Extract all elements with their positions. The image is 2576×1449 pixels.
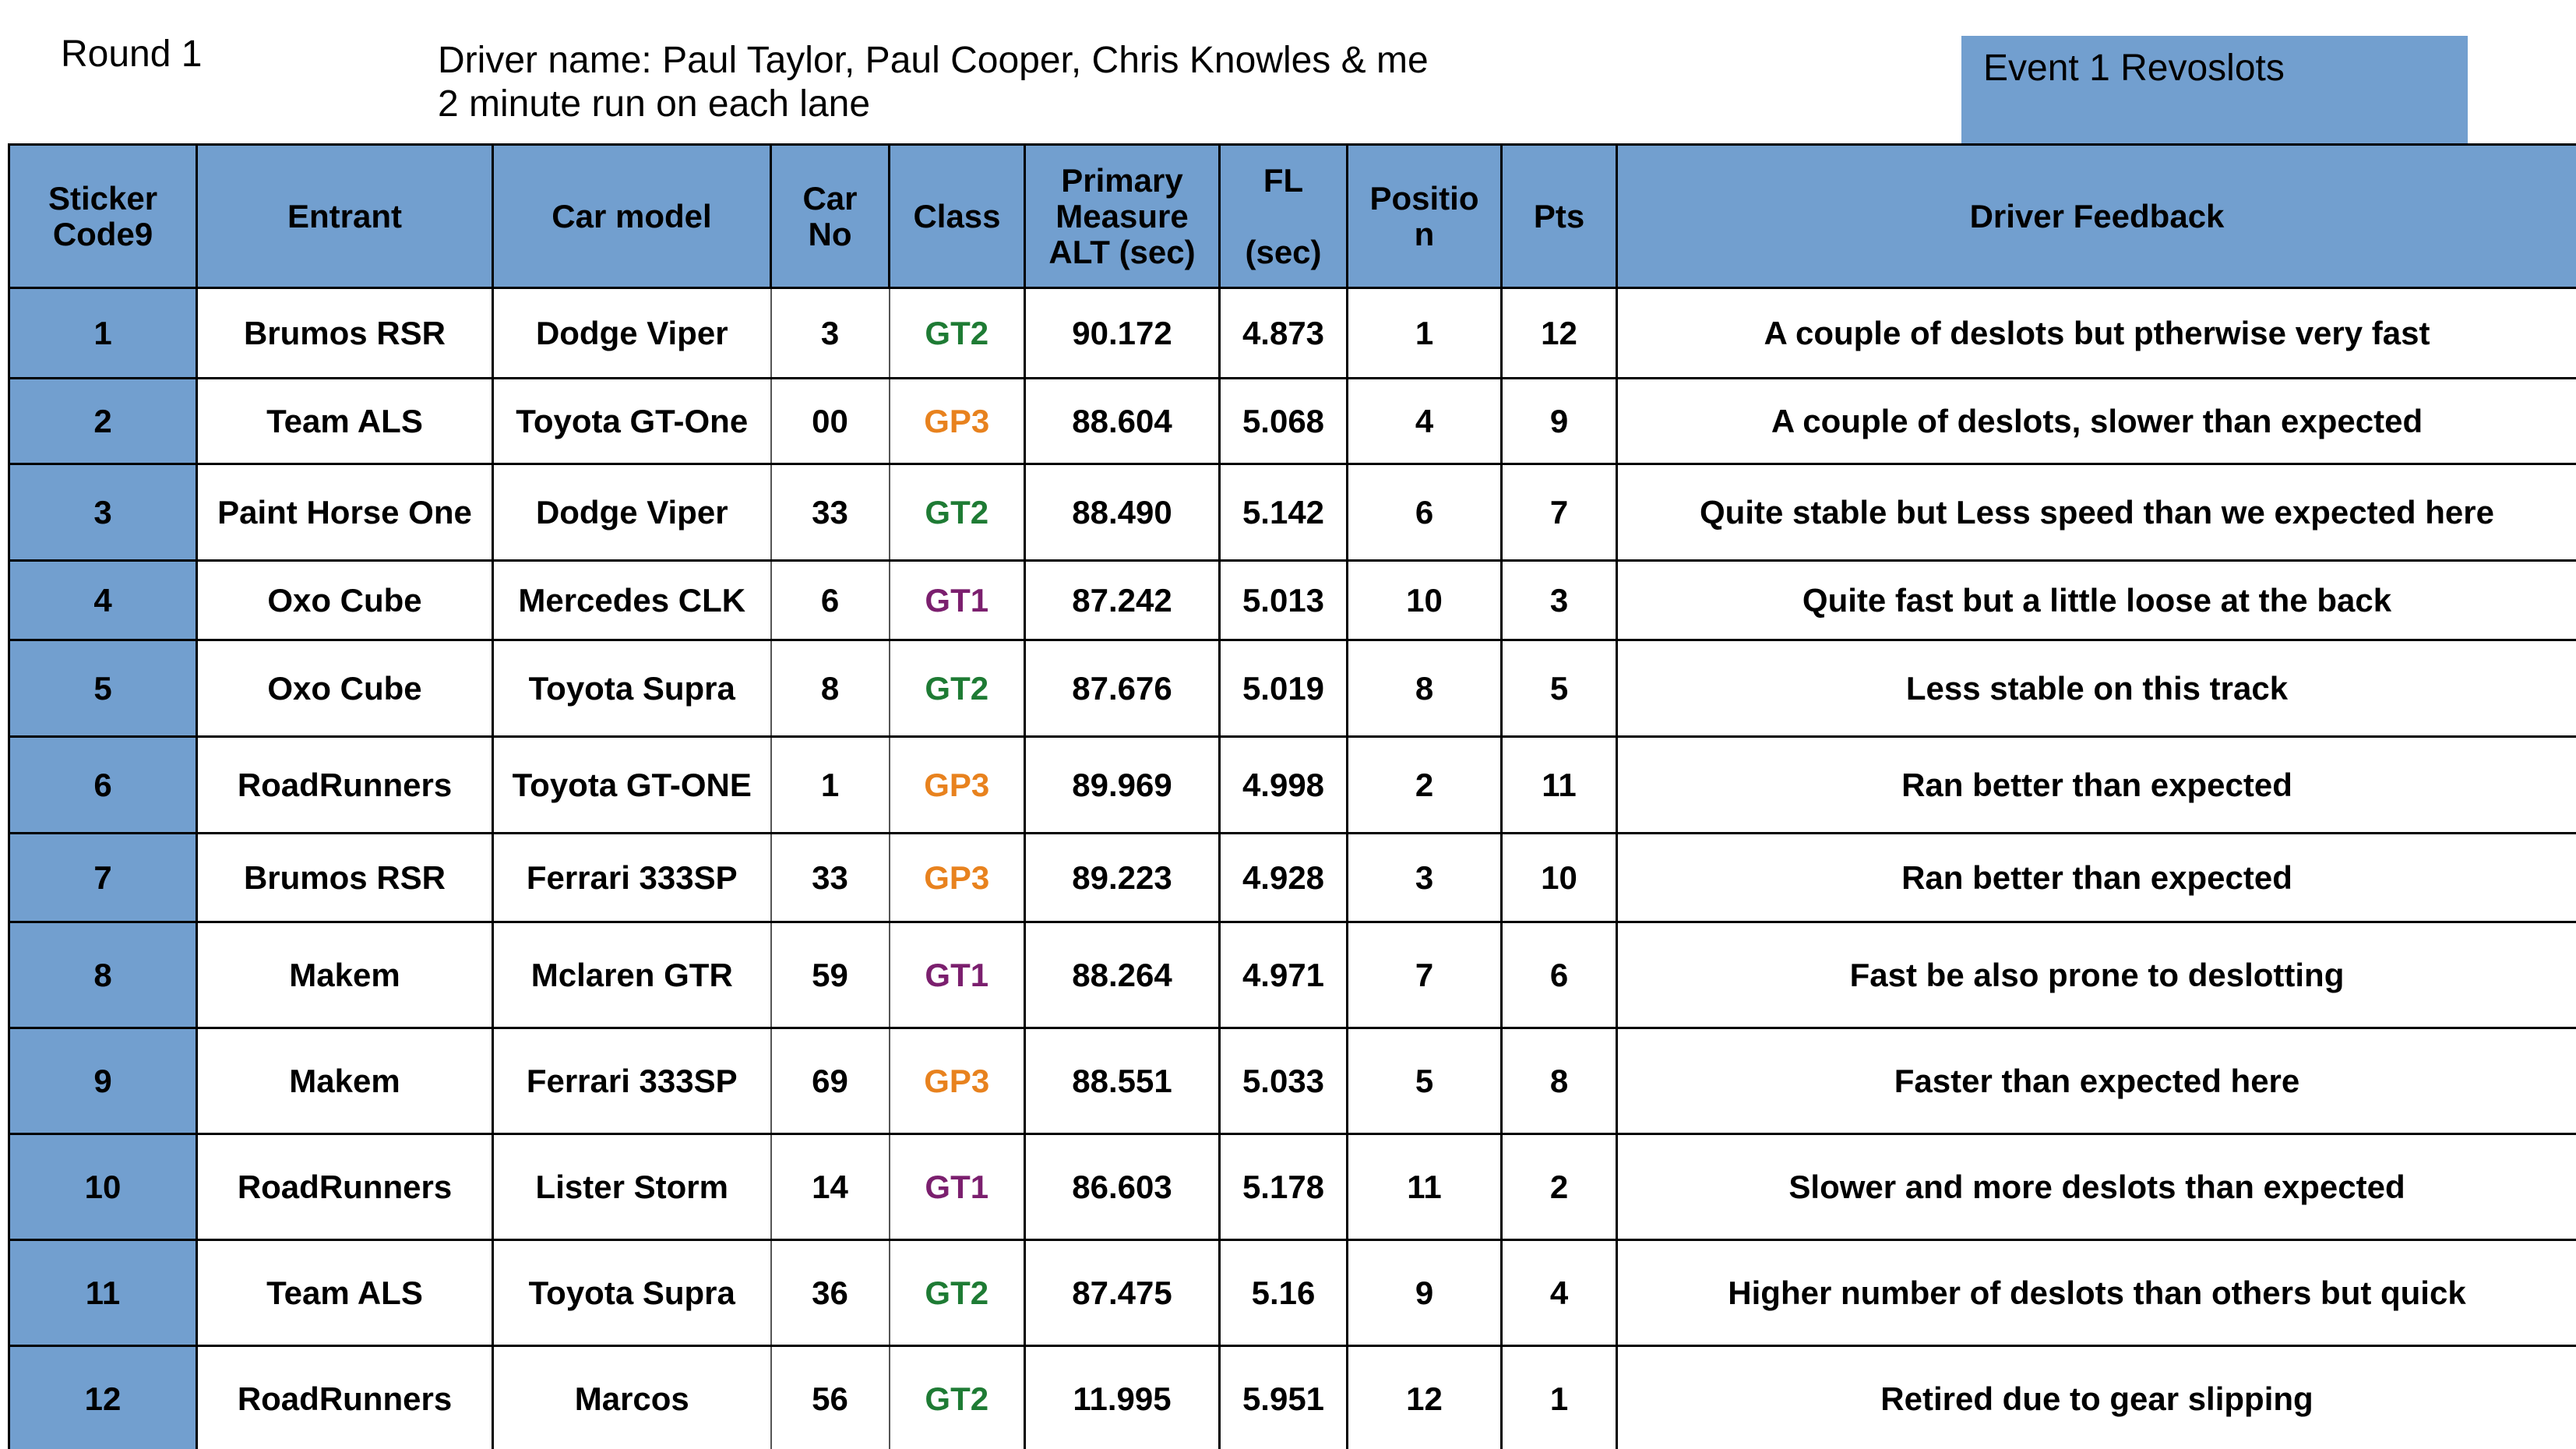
- cell-sticker: 10: [9, 1134, 197, 1240]
- cell-feedback: Higher number of deslots than others but quick: [1617, 1240, 2576, 1346]
- cell-entrant: RoadRunners: [197, 1134, 493, 1240]
- cell-pts: 1: [1502, 1346, 1617, 1449]
- cell-position: 11: [1348, 1134, 1502, 1240]
- col-header-feedback: Driver Feedback: [1617, 145, 2576, 288]
- cell-sticker: 9: [9, 1028, 197, 1134]
- cell-feedback: Retired due to gear slipping: [1617, 1346, 2576, 1449]
- cell-class: GP3: [890, 834, 1025, 922]
- cell-fl: 5.142: [1220, 464, 1348, 561]
- cell-class: GT1: [890, 561, 1025, 640]
- col-header-car-model: Car model: [493, 145, 771, 288]
- cell-position: 5: [1348, 1028, 1502, 1134]
- cell-position: 2: [1348, 737, 1502, 834]
- cell-feedback: A couple of deslots but ptherwise very fast: [1617, 288, 2576, 379]
- cell-pts: 9: [1502, 379, 1617, 464]
- cell-car-model: Dodge Viper: [493, 288, 771, 379]
- cell-car-no: 33: [771, 834, 890, 922]
- cell-primary-measure: 88.604: [1025, 379, 1220, 464]
- cell-entrant: Oxo Cube: [197, 640, 493, 737]
- cell-feedback: Less stable on this track: [1617, 640, 2576, 737]
- cell-entrant: RoadRunners: [197, 1346, 493, 1449]
- cell-class: GT2: [890, 1240, 1025, 1346]
- cell-class: GP3: [890, 1028, 1025, 1134]
- cell-car-no: 56: [771, 1346, 890, 1449]
- table-row: [9, 1028, 2576, 1134]
- cell-car-model: Toyota GT-ONE: [493, 737, 771, 834]
- cell-car-no: 14: [771, 1134, 890, 1240]
- cell-pts: 4: [1502, 1240, 1617, 1346]
- cell-sticker: 7: [9, 834, 197, 922]
- col-header-position: Positio n: [1348, 145, 1502, 288]
- cell-class: GT1: [890, 922, 1025, 1028]
- cell-feedback: A couple of deslots, slower than expected: [1617, 379, 2576, 464]
- table-row: [9, 561, 2576, 640]
- cell-pts: 8: [1502, 1028, 1617, 1134]
- cell-pts: 11: [1502, 737, 1617, 834]
- table-row: [9, 737, 2576, 834]
- cell-entrant: Oxo Cube: [197, 561, 493, 640]
- cell-pts: 5: [1502, 640, 1617, 737]
- cell-car-no: 00: [771, 379, 890, 464]
- cell-car-model: Ferrari 333SP: [493, 834, 771, 922]
- cell-pts: 7: [1502, 464, 1617, 561]
- cell-sticker: 6: [9, 737, 197, 834]
- table-row: [9, 640, 2576, 737]
- cell-fl: 4.873: [1220, 288, 1348, 379]
- cell-class: GT2: [890, 640, 1025, 737]
- col-header-pts: Pts: [1502, 145, 1617, 288]
- cell-class: GT2: [890, 1346, 1025, 1449]
- cell-feedback: Quite stable but Less speed than we expected here: [1617, 464, 2576, 561]
- cell-fl: 5.068: [1220, 379, 1348, 464]
- cell-fl: 5.16: [1220, 1240, 1348, 1346]
- cell-car-model: Toyota Supra: [493, 640, 771, 737]
- cell-fl: 4.928: [1220, 834, 1348, 922]
- cell-sticker: 3: [9, 464, 197, 561]
- cell-feedback: Ran better than expected: [1617, 737, 2576, 834]
- cell-feedback: Ran better than expected: [1617, 834, 2576, 922]
- cell-position: 1: [1348, 288, 1502, 379]
- cell-car-model: Toyota Supra: [493, 1240, 771, 1346]
- cell-car-no: 59: [771, 922, 890, 1028]
- cell-primary-measure: 86.603: [1025, 1134, 1220, 1240]
- col-header-entrant: Entrant: [197, 145, 493, 288]
- cell-car-model: Dodge Viper: [493, 464, 771, 561]
- cell-class: GT2: [890, 288, 1025, 379]
- cell-entrant: Team ALS: [197, 1240, 493, 1346]
- cell-class: GP3: [890, 379, 1025, 464]
- cell-sticker: 5: [9, 640, 197, 737]
- cell-sticker: 12: [9, 1346, 197, 1449]
- cell-car-no: 3: [771, 288, 890, 379]
- cell-sticker: 8: [9, 922, 197, 1028]
- cell-class: GP3: [890, 737, 1025, 834]
- cell-car-no: 36: [771, 1240, 890, 1346]
- driver-names: Driver name: Paul Taylor, Paul Cooper, Chris Knowles & me: [438, 40, 1429, 81]
- table-row: [9, 1346, 2576, 1449]
- cell-primary-measure: 87.676: [1025, 640, 1220, 737]
- cell-fl: 5.019: [1220, 640, 1348, 737]
- round-label: Round 1: [61, 33, 203, 75]
- table-row: [9, 379, 2576, 464]
- cell-class: GT2: [890, 464, 1025, 561]
- cell-primary-measure: 87.475: [1025, 1240, 1220, 1346]
- cell-entrant: Team ALS: [197, 379, 493, 464]
- cell-car-no: 33: [771, 464, 890, 561]
- cell-primary-measure: 90.172: [1025, 288, 1220, 379]
- cell-feedback: Slower and more deslots than expected: [1617, 1134, 2576, 1240]
- cell-primary-measure: 11.995: [1025, 1346, 1220, 1449]
- cell-primary-measure: 87.242: [1025, 561, 1220, 640]
- cell-position: 6: [1348, 464, 1502, 561]
- col-header-class: Class: [890, 145, 1025, 288]
- cell-fl: 5.951: [1220, 1346, 1348, 1449]
- cell-sticker: 11: [9, 1240, 197, 1346]
- cell-car-no: 1: [771, 737, 890, 834]
- cell-fl: 4.998: [1220, 737, 1348, 834]
- cell-fl: 5.013: [1220, 561, 1348, 640]
- cell-car-no: 8: [771, 640, 890, 737]
- cell-fl: 4.971: [1220, 922, 1348, 1028]
- table-row: [9, 1134, 2576, 1240]
- cell-fl: 5.033: [1220, 1028, 1348, 1134]
- table-row: [9, 464, 2576, 561]
- col-header-fl-unit: (sec): [1245, 233, 1322, 270]
- cell-sticker: 1: [9, 288, 197, 379]
- cell-feedback: Quite fast but a little loose at the back: [1617, 561, 2576, 640]
- cell-entrant: RoadRunners: [197, 737, 493, 834]
- cell-position: 10: [1348, 561, 1502, 640]
- cell-car-no: 69: [771, 1028, 890, 1134]
- cell-pts: 2: [1502, 1134, 1617, 1240]
- table-row: [9, 834, 2576, 922]
- col-header-car-no: Car No: [771, 145, 890, 288]
- cell-pts: 12: [1502, 288, 1617, 379]
- results-body: [9, 288, 2576, 1449]
- cell-car-model: Mclaren GTR: [493, 922, 771, 1028]
- cell-entrant: Makem: [197, 1028, 493, 1134]
- col-header-fl-label: FL: [1263, 161, 1304, 199]
- cell-car-model: Ferrari 333SP: [493, 1028, 771, 1134]
- cell-fl: 5.178: [1220, 1134, 1348, 1240]
- cell-sticker: 2: [9, 379, 197, 464]
- cell-primary-measure: 88.264: [1025, 922, 1220, 1028]
- run-description: 2 minute run on each lane: [438, 83, 871, 125]
- event-title: Event 1 Revoslots: [1961, 36, 2468, 145]
- cell-sticker: 4: [9, 561, 197, 640]
- col-header-fl: [1220, 145, 1348, 288]
- cell-car-model: Marcos: [493, 1346, 771, 1449]
- cell-entrant: Makem: [197, 922, 493, 1028]
- cell-primary-measure: 88.551: [1025, 1028, 1220, 1134]
- cell-position: 9: [1348, 1240, 1502, 1346]
- cell-pts: 10: [1502, 834, 1617, 922]
- cell-pts: 6: [1502, 922, 1617, 1028]
- cell-position: 12: [1348, 1346, 1502, 1449]
- cell-feedback: Faster than expected here: [1617, 1028, 2576, 1134]
- cell-primary-measure: 89.969: [1025, 737, 1220, 834]
- cell-car-model: Mercedes CLK: [493, 561, 771, 640]
- table-row: [9, 1240, 2576, 1346]
- cell-entrant: Paint Horse One: [197, 464, 493, 561]
- cell-car-model: Lister Storm: [493, 1134, 771, 1240]
- cell-primary-measure: 89.223: [1025, 834, 1220, 922]
- header-row: [9, 145, 2576, 288]
- cell-entrant: Brumos RSR: [197, 834, 493, 922]
- cell-primary-measure: 88.490: [1025, 464, 1220, 561]
- cell-position: 7: [1348, 922, 1502, 1028]
- table-row: [9, 922, 2576, 1028]
- col-header-primary-measure: Primary Measure ALT (sec): [1025, 145, 1220, 288]
- cell-entrant: Brumos RSR: [197, 288, 493, 379]
- cell-position: 8: [1348, 640, 1502, 737]
- cell-car-model: Toyota GT-One: [493, 379, 771, 464]
- driver-info: [438, 39, 1429, 126]
- cell-feedback: Fast be also prone to deslotting: [1617, 922, 2576, 1028]
- cell-position: 4: [1348, 379, 1502, 464]
- cell-car-no: 6: [771, 561, 890, 640]
- cell-position: 3: [1348, 834, 1502, 922]
- col-header-sticker: Sticker Code9: [9, 145, 197, 288]
- cell-class: GT1: [890, 1134, 1025, 1240]
- table-row: [9, 288, 2576, 379]
- results-table: [8, 143, 2576, 1449]
- cell-pts: 3: [1502, 561, 1617, 640]
